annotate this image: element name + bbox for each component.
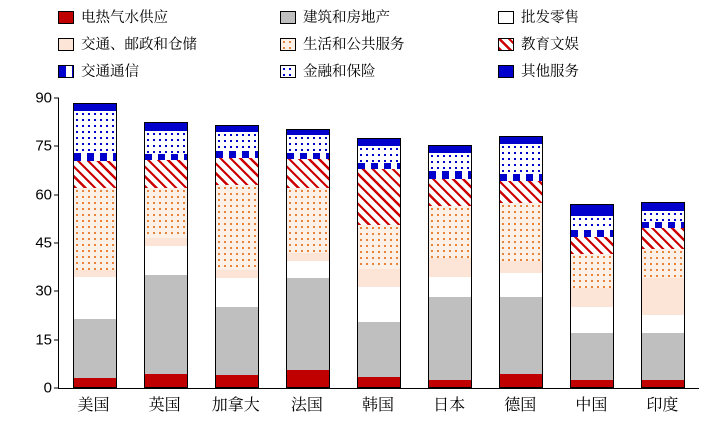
bar-segment-construction xyxy=(144,275,188,375)
bar-segment-wholesale xyxy=(570,307,614,333)
bar-segment-utilities xyxy=(215,375,259,388)
bar-segment-construction xyxy=(286,278,330,370)
bar-segment-finance xyxy=(428,153,472,171)
bar-segment-transport_post xyxy=(428,258,472,277)
y-tick-label: 60 xyxy=(35,186,52,204)
bar-segment-finance xyxy=(641,211,685,222)
legend-label-wholesale: 批发零售 xyxy=(521,9,579,26)
stacked-bar[interactable] xyxy=(144,122,188,388)
legend-label-other_services: 其他服务 xyxy=(521,63,579,80)
bar-segment-telecom xyxy=(286,153,330,159)
stacked-bar[interactable] xyxy=(428,145,472,388)
legend-label-utilities: 电热气水供应 xyxy=(81,9,168,26)
bar-segment-wholesale xyxy=(144,246,188,275)
bar-segment-telecom xyxy=(215,151,259,157)
y-tick-label: 15 xyxy=(35,331,52,349)
bar-segment-education xyxy=(570,237,614,255)
bar-segment-other_services xyxy=(499,136,543,144)
bar-segment-transport_post xyxy=(144,238,188,246)
x-axis-label: 美国 xyxy=(77,397,110,414)
bar-segment-finance xyxy=(499,144,543,175)
bar-segment-telecom xyxy=(499,174,543,180)
bar-segment-other_services xyxy=(215,125,259,131)
bar-segment-other_services xyxy=(428,145,472,153)
bar-segment-utilities xyxy=(499,374,543,388)
bar-segment-utilities xyxy=(73,378,117,388)
chart-legend xyxy=(58,4,698,85)
bar-segment-other_services xyxy=(73,103,117,111)
bar-segment-public_services xyxy=(570,254,614,288)
legend-label-education: 教育文娱 xyxy=(521,36,579,53)
y-tick-label: 90 xyxy=(35,89,52,107)
bar-segment-other_services xyxy=(286,129,330,135)
legend-item-telecom[interactable] xyxy=(58,58,280,85)
bar-segment-wholesale xyxy=(215,278,259,308)
bar-segment-education xyxy=(286,159,330,188)
bar-group xyxy=(130,98,201,388)
bar-group xyxy=(486,98,557,388)
x-axis-label: 英国 xyxy=(148,397,181,414)
bar-segment-utilities xyxy=(357,377,401,388)
legend-swatch-telecom xyxy=(58,65,74,78)
bar-group xyxy=(201,98,272,388)
legend-item-other_services[interactable] xyxy=(498,58,698,85)
bar-segment-education xyxy=(499,181,543,204)
legend-swatch-wholesale xyxy=(498,11,514,24)
legend-item-finance[interactable] xyxy=(280,58,498,85)
stacked-bar[interactable] xyxy=(215,125,259,388)
bar-segment-public_services xyxy=(286,188,330,252)
stacked-bar[interactable] xyxy=(570,204,614,388)
bar-segment-education xyxy=(357,169,401,225)
bar-segment-utilities xyxy=(570,380,614,388)
bar-group xyxy=(59,98,130,388)
bar-segment-other_services xyxy=(570,204,614,215)
legend-swatch-public_services xyxy=(280,38,296,51)
bar-segment-wholesale xyxy=(499,273,543,297)
legend-item-construction[interactable] xyxy=(280,4,498,31)
bar-segment-finance xyxy=(286,135,330,153)
bar-segment-finance xyxy=(357,146,401,162)
bar-segment-telecom xyxy=(357,163,401,169)
bar-segment-wholesale xyxy=(286,261,330,279)
bar-segment-finance xyxy=(144,131,188,154)
stacked-bar[interactable] xyxy=(286,129,330,388)
bar-segment-utilities xyxy=(144,374,188,388)
x-axis-labels xyxy=(58,392,698,415)
x-axis-label: 日本 xyxy=(433,397,466,414)
x-axis-label: 法国 xyxy=(290,397,323,414)
legend-item-utilities[interactable] xyxy=(58,4,280,31)
legend-label-transport_post: 交通、邮政和仓储 xyxy=(81,36,197,53)
bar-segment-wholesale xyxy=(357,287,401,322)
bar-segment-construction xyxy=(215,307,259,375)
bar-segment-transport_post xyxy=(499,261,543,272)
bars-container xyxy=(59,98,699,388)
y-tick-label: 45 xyxy=(35,234,52,252)
bar-segment-education xyxy=(73,161,117,188)
bar-segment-construction xyxy=(428,297,472,379)
stacked-bar[interactable] xyxy=(641,202,685,388)
legend-label-construction: 建筑和房地产 xyxy=(303,9,390,26)
legend-item-public_services[interactable] xyxy=(280,31,498,58)
legend-swatch-utilities xyxy=(58,11,74,24)
bar-segment-transport_post xyxy=(73,270,117,276)
bar-segment-telecom xyxy=(73,153,117,161)
bar-segment-other_services xyxy=(641,202,685,210)
bar-segment-telecom xyxy=(570,230,614,236)
bar-segment-education xyxy=(641,228,685,249)
x-axis-label: 中国 xyxy=(575,397,608,414)
x-axis-label: 印度 xyxy=(646,397,679,414)
bar-segment-education xyxy=(215,158,259,185)
bar-group xyxy=(415,98,486,388)
bar-segment-transport_post xyxy=(570,288,614,307)
bar-segment-telecom xyxy=(144,154,188,160)
bar-segment-construction xyxy=(499,297,543,374)
bar-group xyxy=(272,98,343,388)
plot-area xyxy=(35,89,699,397)
bar-segment-transport_post xyxy=(215,270,259,277)
legend-swatch-construction xyxy=(280,11,296,24)
legend-swatch-other_services xyxy=(498,65,514,78)
bar-segment-utilities xyxy=(286,370,330,388)
bar-segment-construction xyxy=(570,333,614,380)
bar-segment-construction xyxy=(641,333,685,380)
bar-segment-utilities xyxy=(641,380,685,388)
bar-group xyxy=(557,98,628,388)
bar-segment-finance xyxy=(73,111,117,153)
bar-segment-wholesale xyxy=(428,277,472,297)
bar-segment-wholesale xyxy=(73,277,117,319)
y-tick-label: 0 xyxy=(43,379,52,397)
bar-segment-education xyxy=(428,179,472,206)
legend-label-public_services: 生活和公共服务 xyxy=(303,36,405,53)
bar-segment-other_services xyxy=(144,122,188,131)
legend-item-wholesale[interactable] xyxy=(498,4,698,31)
legend-swatch-finance xyxy=(280,65,296,78)
legend-swatch-education xyxy=(498,38,514,51)
bar-segment-transport_post xyxy=(286,253,330,261)
bar-segment-other_services xyxy=(357,138,401,146)
legend-label-telecom: 交通通信 xyxy=(81,63,139,80)
bar-group xyxy=(343,98,414,388)
bar-segment-transport_post xyxy=(641,278,685,315)
bar-segment-finance xyxy=(570,216,614,231)
y-tick-label: 30 xyxy=(35,282,52,300)
legend-swatch-transport_post xyxy=(58,38,74,51)
bar-segment-finance xyxy=(215,132,259,151)
bar-segment-public_services xyxy=(428,206,472,258)
x-axis-label: 韩国 xyxy=(361,397,394,414)
bar-segment-public_services xyxy=(73,188,117,270)
bar-segment-public_services xyxy=(641,249,685,278)
bar-group xyxy=(628,98,699,388)
bar-segment-public_services xyxy=(144,188,188,238)
bar-segment-wholesale xyxy=(641,315,685,333)
stacked-bar[interactable] xyxy=(357,138,401,388)
bar-segment-construction xyxy=(73,319,117,379)
bar-segment-utilities xyxy=(428,380,472,388)
bar-segment-transport_post xyxy=(357,269,401,287)
stacked-bar[interactable] xyxy=(499,136,543,388)
legend-item-transport_post[interactable] xyxy=(58,31,280,58)
bar-segment-public_services xyxy=(215,185,259,270)
bar-segment-education xyxy=(144,160,188,187)
y-tick-label: 75 xyxy=(35,137,52,155)
legend-label-finance: 金融和保险 xyxy=(303,63,376,80)
bar-segment-telecom xyxy=(428,171,472,179)
x-axis-label: 加拿大 xyxy=(211,397,260,414)
stacked-bar[interactable] xyxy=(73,103,117,388)
bar-segment-public_services xyxy=(357,225,401,269)
bar-segment-public_services xyxy=(499,203,543,261)
bar-segment-construction xyxy=(357,322,401,377)
bar-segment-telecom xyxy=(641,222,685,228)
legend-item-education[interactable] xyxy=(498,31,698,58)
x-axis-label: 德国 xyxy=(504,397,537,414)
